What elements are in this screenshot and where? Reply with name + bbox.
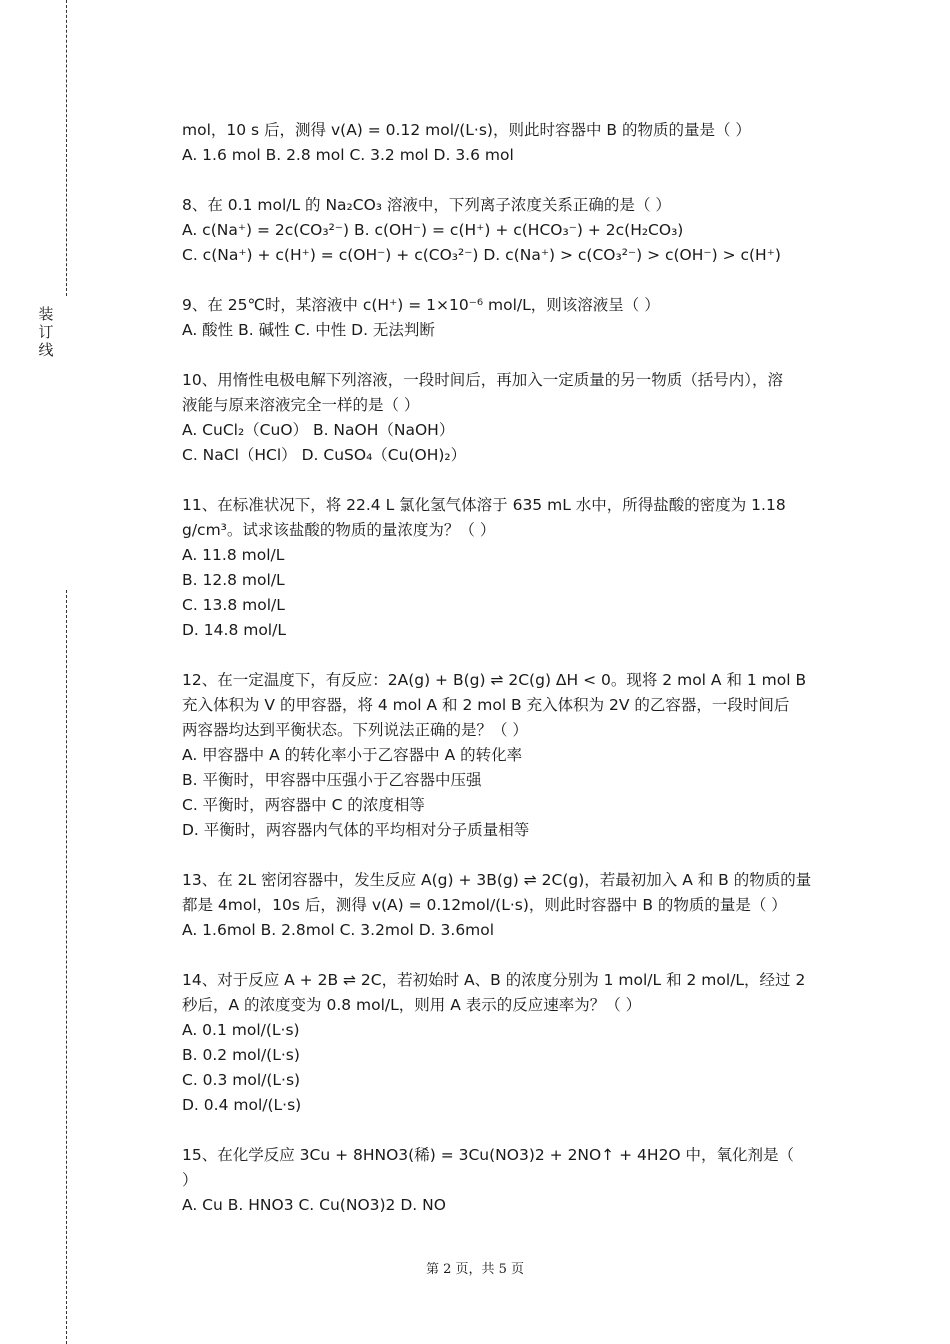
text-line: A. CuCl₂（CuO） B. NaOH（NaOH） <box>182 421 455 439</box>
text-line: B. 12.8 mol/L <box>182 571 285 589</box>
text-line: 都是 4mol，10s 后，测得 v(A) = 0.12mol/(L·s)，则此时容器中 B 的物质的量是（ ） <box>182 896 787 914</box>
text-line: B. 平衡时，甲容器中压强小于乙容器中压强 <box>182 771 482 789</box>
binding-line-top <box>66 0 67 296</box>
text-line: 10、用惰性电极电解下列溶液，一段时间后，再加入一定质量的另一物质（括号内），溶 <box>182 371 783 389</box>
text-line: 14、对于反应 A + 2B ⇌ 2C，若初始时 A、B 的浓度分别为 1 mol/L 和 2 mol/L，经过 2 <box>182 971 806 989</box>
text-line: 15、在化学反应 3Cu + 8HNO3(稀) = 3Cu(NO3)2 + 2NO↑ + 4H2O 中，氧化剂是（ <box>182 1146 795 1164</box>
line-gap <box>182 468 842 493</box>
text-line: A. 0.1 mol/(L·s) <box>182 1021 300 1039</box>
text-line: 充入体积为 V 的甲容器，将 4 mol A 和 2 mol B 充入体积为 2V 的乙容器，一段时间后 <box>182 696 790 714</box>
text-line: ） <box>182 1171 198 1189</box>
text-line: C. 0.3 mol/(L·s) <box>182 1071 301 1089</box>
text-line: A. 11.8 mol/L <box>182 546 285 564</box>
text-line: 8、在 0.1 mol/L 的 Na₂CO₃ 溶液中，下列离子浓度关系正确的是（ ） <box>182 196 671 214</box>
text-line: A. 1.6mol B. 2.8mol C. 3.2mol D. 3.6mol <box>182 921 495 939</box>
binding-char: 线 <box>38 341 54 359</box>
line-gap <box>182 168 842 193</box>
text-line: 两容器均达到平衡状态。下列说法正确的是？（ ） <box>182 721 528 739</box>
text-line: B. 0.2 mol/(L·s) <box>182 1046 300 1064</box>
text-line: 秒后，A 的浓度变为 0.8 mol/L，则用 A 表示的反应速率为？（ ） <box>182 996 642 1014</box>
text-line: 13、在 2L 密闭容器中，发生反应 A(g) + 3B(g) ⇌ 2C(g)，若最初加入 A 和 B 的物质的量 <box>182 871 812 889</box>
line-gap <box>182 343 842 368</box>
text-line: 12、在一定温度下，有反应：2A(g) + B(g) ⇌ 2C(g) ΔH < 0。现将 2 mol A 和 1 mol B <box>182 671 807 689</box>
text-line: A. Cu B. HNO3 C. Cu(NO3)2 D. NO <box>182 1196 446 1214</box>
text-line: C. 平衡时，两容器中 C 的浓度相等 <box>182 796 425 814</box>
text-line: 液能与原来溶液完全一样的是（ ） <box>182 396 420 414</box>
text-line: 9、在 25℃时，某溶液中 c(H⁺) = 1×10⁻⁶ mol/L，则该溶液呈（ ） <box>182 296 660 314</box>
text-line: C. 13.8 mol/L <box>182 596 285 614</box>
binding-line-bottom <box>66 590 67 1344</box>
text-line: A. c(Na⁺) = 2c(CO₃²⁻) B. c(OH⁻) = c(H⁺) + c(HCO₃⁻) + 2c(H₂CO₃) <box>182 221 684 239</box>
page-footer: 第 2 页，共 5 页 <box>425 1262 525 1277</box>
text-line: 11、在标准状况下，将 22.4 L 氯化氢气体溶于 635 mL 水中，所得盐酸的密度为 1.18 <box>182 496 786 514</box>
text-line: D. 0.4 mol/(L·s) <box>182 1096 302 1114</box>
text-line: g/cm³。试求该盐酸的物质的量浓度为？（ ） <box>182 521 496 539</box>
line-gap <box>182 643 842 668</box>
question-content <box>182 118 842 1218</box>
text-line: C. NaCl（HCl） D. CuSO₄（Cu(OH)₂） <box>182 446 467 464</box>
line-gap <box>182 843 842 868</box>
binding-label <box>36 305 56 359</box>
line-gap <box>182 943 842 968</box>
line-gap <box>182 1118 842 1143</box>
text-line: C. c(Na⁺) + c(H⁺) = c(OH⁻) + c(CO₃²⁻) D. c(Na⁺) > c(CO₃²⁻) > c(OH⁻) > c(H⁺) <box>182 246 781 264</box>
text-line: D. 14.8 mol/L <box>182 621 286 639</box>
text-line: D. 平衡时，两容器内气体的平均相对分子质量相等 <box>182 821 530 839</box>
line-gap <box>182 268 842 293</box>
text-line: A. 1.6 mol B. 2.8 mol C. 3.2 mol D. 3.6 mol <box>182 146 514 164</box>
text-line: A. 酸性 B. 碱性 C. 中性 D. 无法判断 <box>182 321 435 339</box>
binding-char: 装 <box>38 305 54 323</box>
text-line: A. 甲容器中 A 的转化率小于乙容器中 A 的转化率 <box>182 746 523 764</box>
binding-char: 订 <box>38 323 54 341</box>
text-line: mol，10 s 后，测得 v(A) = 0.12 mol/(L·s)，则此时容器中 B 的物质的量是（ ） <box>182 121 751 139</box>
